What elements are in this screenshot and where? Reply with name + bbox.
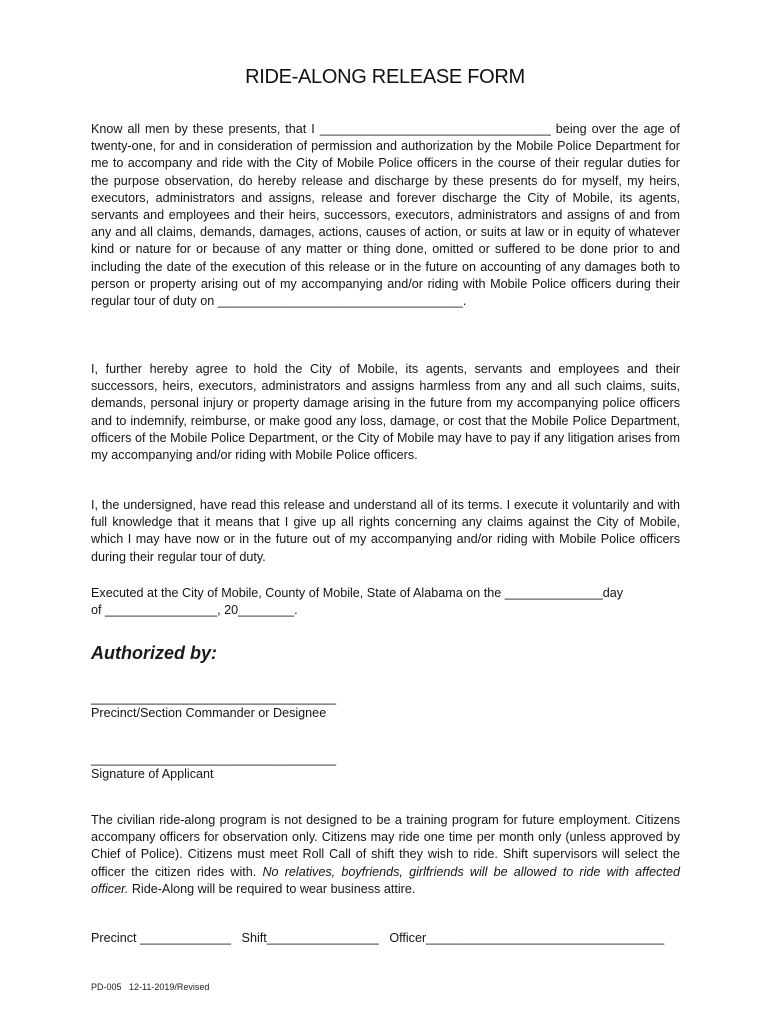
notice-text-end: Ride-Along will be required to wear business attire. [128,881,416,896]
program-notice [91,812,684,898]
acknowledgement-paragraph: I, the undersigned, have read this release and understand all of its terms. I execute it voluntarily and with full knowledge that it means that I give up all rights concerning any claims against the City of Mobile, which I may have now or in the future out of my accompanying and/or riding with Mobile Police officers during their regular tour of duty. [91,498,680,564]
applicant-signature-line[interactable]: ___________________________________ [91,752,337,766]
applicant-signature-label: Signature of Applicant [91,767,214,781]
execution-line-2: of ________________, 20________. [91,603,298,618]
assignment-fields [91,931,664,945]
release-paragraph: Know all men by these presents, that I _________________________________ being over the age of twenty-one, for and in consideration of permission and authorization by the Mobile Police Department for me to accompany and ride with the City of Mobile Police officers in the course of their regular duties for the purpose observation, do hereby release and discharge by these presents do for myself, my heirs, executors, administrators and assigns, release and forever discharge the City of Mobile, its agents, servants and employees and their heirs, successors, executors, administrators and assigns of and from any and all claims, demands, damages, actions, causes of action, or suits at law or in equity of whatever kind or nature for or because of any matter or thing done, omitted or suffered to be done prior to and including the date of the execution of this release or in the future on accounting of any damages both to person or property arising out of my accompanying and/or riding with Mobile Police officers during their regular tour of duty on ___________________________________. [91,122,680,309]
applicant-signature-block [91,752,336,781]
shift-field[interactable]: Shift________________ [241,931,379,945]
notice-text: The civilian ride-along program is not designed to be a training program for future employment. Citizens accompany officers for observation only. Citizens may ride one time per month only (unless approved by Chief of Police). Citizens must meet Roll Call of shift they wish to ride. Shift supervisors will select the officer the citizen rides with. [91,813,684,879]
notice-italic-text: No relatives, boyfriends, girlfriends will be allowed to ride with affected officer. [91,864,684,896]
execution-statement [91,585,680,619]
form-title: RIDE-ALONG RELEASE FORM [245,66,525,88]
commander-signature-label: Precinct/Section Commander or Designee [91,706,327,720]
hold-harmless-paragraph: I, further hereby agree to hold the City of Mobile, its agents, servants and employees and their successors, heirs, executors, administrators and assigns harmless from any and all such claims, suits, demands, personal injury or property damage arising in the future from my accompanying police officers and to indemnify, reimburse, or make good any loss, damage, or cost that the Mobile Police Department, officers of the Mobile Police Department, or the City of Mobile may have to pay if any litigation arises from my accompanying and/or riding with Mobile Police officers. [91,362,680,463]
commander-signature-line[interactable]: ___________________________________ [91,691,337,705]
commander-signature-block [91,691,336,720]
precinct-field[interactable]: Precinct _____________ [91,931,232,945]
authorized-by-heading: Authorized by: [91,643,217,663]
execution-line-1: Executed at the City of Mobile, County of Mobile, State of Alabama on the ______________day [91,586,624,600]
form-number: PD-005 [91,982,122,992]
form-footer [91,982,209,992]
officer-field[interactable]: Officer__________________________________ [389,931,665,945]
revision-date: 12-11-2019/Revised [129,982,210,992]
